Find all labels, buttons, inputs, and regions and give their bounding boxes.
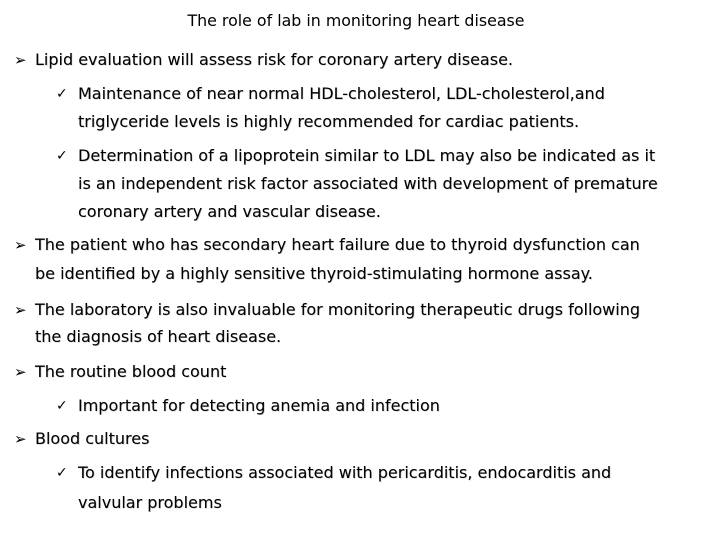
checkmark-bullet-icon: ✓ (56, 465, 68, 481)
bullet-2-line-1: The patient who has secondary heart failure due to thyroid dysfunction can (35, 235, 640, 254)
checkmark-bullet-icon: ✓ (56, 86, 68, 102)
bullet-1-sub-2-line-2: is an independent risk factor associated with development of premature (78, 174, 658, 193)
checkmark-bullet-icon: ✓ (56, 148, 68, 164)
bullet-1-sub-1-line-2: triglyceride levels is highly recommended for cardiac patients. (78, 112, 580, 131)
slide-title: The role of lab in monitoring heart disease (187, 11, 525, 30)
bullet-3-line-1: The laboratory is also invaluable for monitoring therapeutic drugs following (35, 300, 641, 319)
bullet-4-line-1: The routine blood count (35, 362, 227, 381)
bullet-1-line-1: Lipid evaluation will assess risk for coronary artery disease. (35, 50, 513, 69)
arrow-bullet-icon: ➢ (14, 301, 27, 319)
bullet-2-line-2: be identified by a highly sensitive thyroid-stimulating hormone assay. (35, 264, 593, 283)
bullet-5-line-1: Blood cultures (35, 429, 150, 448)
checkmark-bullet-icon: ✓ (56, 398, 68, 414)
bullet-5-sub-1-line-1: To identify infections associated with pericarditis, endocarditis and (78, 463, 612, 482)
arrow-bullet-icon: ➢ (14, 430, 27, 448)
bullet-1-sub-2-line-1: Determination of a lipoprotein similar to LDL may also be indicated as it (78, 146, 656, 165)
bullet-1-sub-2-line-3: coronary artery and vascular disease. (78, 202, 381, 221)
bullet-1-sub-1-line-1: Maintenance of near normal HDL-cholesterol, LDL-cholesterol,and (78, 84, 605, 103)
arrow-bullet-icon: ➢ (14, 363, 27, 381)
arrow-bullet-icon: ➢ (14, 51, 27, 69)
bullet-4-sub-1-line-1: Important for detecting anemia and infection (78, 396, 440, 415)
bullet-5-sub-1-line-2: valvular problems (78, 493, 222, 512)
bullet-3-line-2: the diagnosis of heart disease. (35, 327, 282, 346)
arrow-bullet-icon: ➢ (14, 236, 27, 254)
